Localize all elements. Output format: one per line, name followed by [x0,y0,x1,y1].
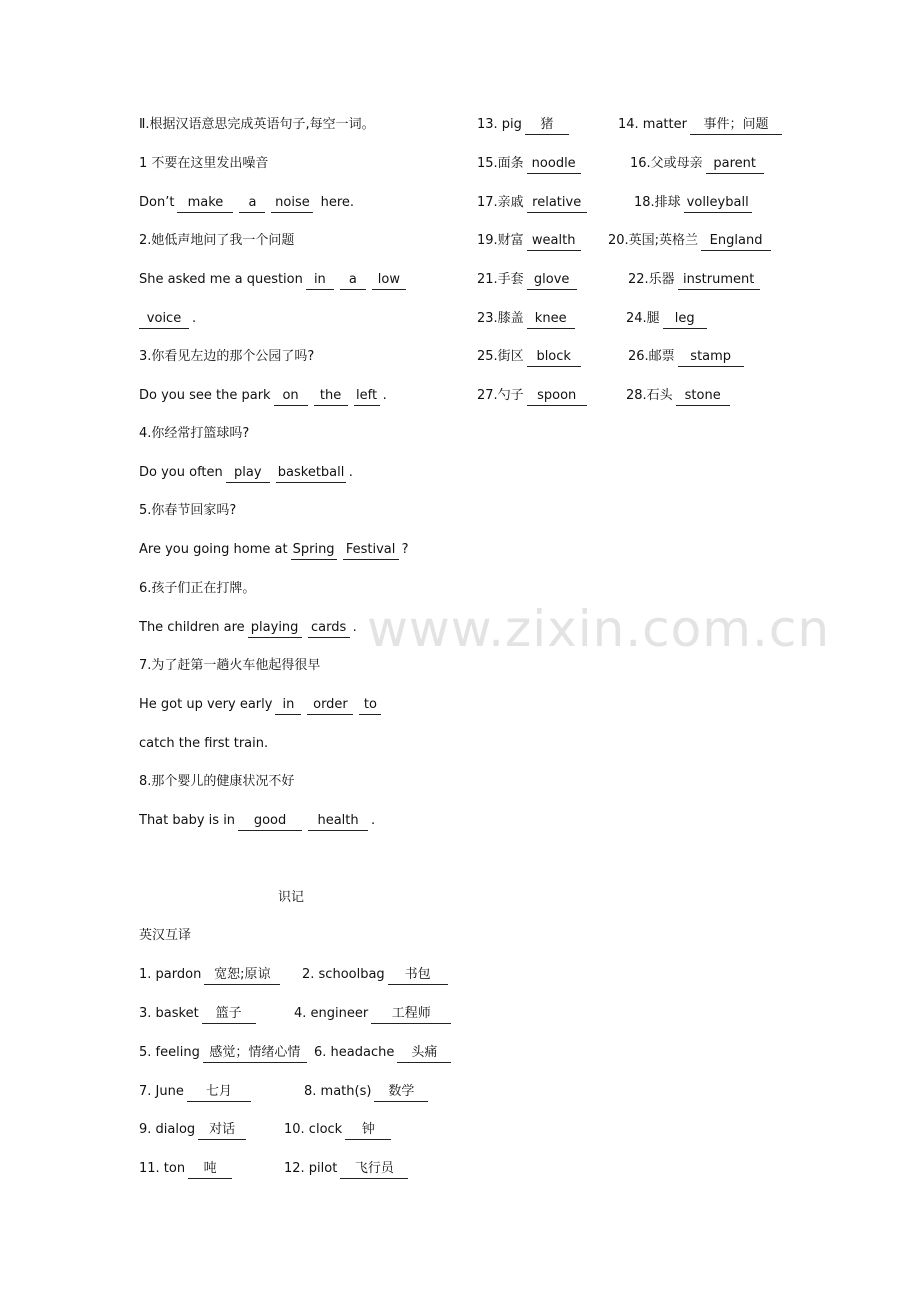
watermark: www.zixin.com.cn [367,600,831,658]
vocab-answer: 篮子 [202,1005,256,1024]
q1-english [139,194,354,213]
q6-chinese: 6.孩子们正在打牌。 [139,581,256,596]
vocab-term: 21.手套 [477,272,524,287]
vocab-term: 2. schoolbag [302,967,385,982]
vocab-term: 27.勺子 [477,388,524,403]
vocab-term: 3. basket [139,1006,199,1021]
vocab-answer: knee [527,310,575,329]
q2-blank-4: voice [139,310,189,329]
vocab-item [302,966,451,985]
q3-chinese: 3.你看见左边的那个公园了吗? [139,349,315,364]
q2-blank-2: a [340,271,366,290]
vocab-term: 11. ton [139,1161,186,1176]
vocab-answer: 事件；问题 [690,116,782,135]
vocab-item [477,348,584,367]
q4-english [139,464,353,483]
q5-english [139,541,409,560]
q4-blank-1: play [226,464,270,483]
q7-chinese: 7.为了赶第一趟火车他起得很早 [139,658,321,673]
vocab-term: 18.排球 [634,195,681,210]
vocab-item [139,966,283,985]
vocab-answer: leg [663,310,707,329]
q2-english-cont [136,310,196,329]
q7-blank-2: order [307,696,353,715]
vocab-item [628,271,763,290]
q5-blank-1: Spring [291,541,337,560]
q4-chinese: 4.你经常打篮球吗? [139,426,250,441]
vocab-answer: block [527,348,581,367]
vocab-item [618,116,785,135]
q3-blank-3: left [354,387,380,406]
q8-blank-1: good [238,812,302,831]
vocab-term: 8. math(s) [304,1084,372,1099]
q7-text: He got up very early [139,697,273,712]
vocab-answer: stone [676,387,730,406]
vocab-answer: wealth [527,232,581,251]
q8-english [139,812,375,831]
q8-text: That baby is in [139,813,236,828]
vocab-answer: 对话 [198,1121,246,1140]
q3-english [139,387,387,406]
vocab-term: 25.街区 [477,349,524,364]
q2-english [139,271,409,290]
section-title: 识记 [278,890,305,905]
q5-text-end: ? [401,542,409,557]
vocab-answer: glove [527,271,577,290]
q2-text: She asked me a question [139,272,303,287]
vocab-answer: spoon [527,387,587,406]
q6-text-end: . [352,620,357,635]
vocab-term: 10. clock [284,1122,343,1137]
vocab-answer: 工程师 [371,1005,451,1024]
q7-english-cont: catch the first train. [139,736,269,751]
vocab-term: 23.膝盖 [477,311,524,326]
vocab-term: 17.亲戚 [477,195,524,210]
vocab-answer: 吨 [188,1160,232,1179]
vocab-item [139,1121,249,1140]
vocab-item [477,271,580,290]
sub-title: 英汉互译 [139,928,192,943]
vocab-answer: parent [706,155,764,174]
vocab-item [314,1044,454,1063]
vocab-answer: 飞行员 [340,1160,408,1179]
q1-chinese: 1 不要在这里发出噪音 [139,156,269,171]
vocab-answer: volleyball [684,194,752,213]
q6-text: The children are [139,620,245,635]
vocab-term: 12. pilot [284,1161,338,1176]
vocab-item [608,232,774,251]
vocab-item [284,1121,394,1140]
vocab-item [477,116,572,135]
vocab-item [628,348,747,367]
q8-chinese: 8.那个婴儿的健康状况不好 [139,774,295,789]
q5-chinese: 5.你春节回家吗? [139,503,237,518]
vocab-item [477,310,578,329]
vocab-item [139,1160,235,1179]
q5-text: Are you going home at [139,542,288,557]
vocab-term: 13. pig [477,117,522,132]
q7-blank-3: to [359,696,381,715]
q1-text: Don’t [139,195,175,210]
q1-blank-2: a [239,194,265,213]
vocab-item [477,387,590,406]
q5-blank-2: Festival [343,541,399,560]
vocab-term: 22.乐器 [628,272,675,287]
vocab-item [139,1083,254,1102]
vocab-item [139,1005,259,1024]
vocab-term: 24.腿 [626,311,660,326]
q1-text-end: here. [320,195,355,210]
q3-text-end: . [382,388,387,403]
vocab-answer: 头痛 [397,1044,451,1063]
q2-text-end: . [192,311,197,326]
vocab-term: 7. June [139,1084,184,1099]
vocab-item [294,1005,454,1024]
vocab-term: 14. matter [618,117,687,132]
vocab-term: 26.邮票 [628,349,675,364]
q7-blank-1: in [275,696,301,715]
vocab-term: 28.石头 [626,388,673,403]
vocab-answer: 感觉；情绪心情 [203,1044,307,1063]
vocab-item [634,194,755,213]
q4-blank-2: basketball [276,464,346,483]
q3-text: Do you see the park [139,388,271,403]
vocab-answer: England [701,232,771,251]
q3-blank-1: on [274,387,308,406]
vocab-term: 15.面条 [477,156,524,171]
vocab-term: 5. feeling [139,1045,200,1060]
vocab-answer: 书包 [388,966,448,985]
section-heading: Ⅱ.根据汉语意思完成英语句子,每空一词。 [139,117,375,132]
vocab-item [477,232,584,251]
vocab-item [477,194,590,213]
vocab-term: 16.父或母亲 [630,156,703,171]
q6-blank-2: cards [308,619,350,638]
q3-blank-2: the [314,387,348,406]
vocab-answer: relative [527,194,587,213]
vocab-item [304,1083,431,1102]
q4-text: Do you often [139,465,223,480]
q6-blank-1: playing [248,619,302,638]
vocab-item [477,155,584,174]
vocab-term: 6. headache [314,1045,395,1060]
q8-blank-2: health [308,812,368,831]
vocab-answer: 七月 [187,1083,251,1102]
q1-blank-1: make [177,194,233,213]
vocab-item [630,155,767,174]
vocab-term: 4. engineer [294,1006,369,1021]
q2-blank-1: in [306,271,334,290]
vocab-item [626,387,733,406]
vocab-item [626,310,710,329]
vocab-answer: 猪 [525,116,569,135]
vocab-term: 9. dialog [139,1122,196,1137]
q2-blank-3: low [372,271,406,290]
vocab-item [284,1160,411,1179]
vocab-term: 1. pardon [139,967,202,982]
vocab-answer: 数学 [374,1083,428,1102]
vocab-item [139,1044,310,1063]
q8-text-end: . [371,813,376,828]
vocab-answer: noodle [527,155,581,174]
vocab-answer: 钟 [345,1121,391,1140]
vocab-answer: stamp [678,348,744,367]
vocab-answer: instrument [678,271,760,290]
q6-english [139,619,357,638]
q7-english [139,696,384,715]
vocab-answer: 宽恕;原谅 [204,966,280,985]
q2-chinese: 2.她低声地问了我一个问题 [139,233,295,248]
q4-text-end: . [348,465,353,480]
q1-blank-3: noise [271,194,313,213]
vocab-term: 19.财富 [477,233,524,248]
vocab-term: 20.英国;英格兰 [608,233,699,248]
